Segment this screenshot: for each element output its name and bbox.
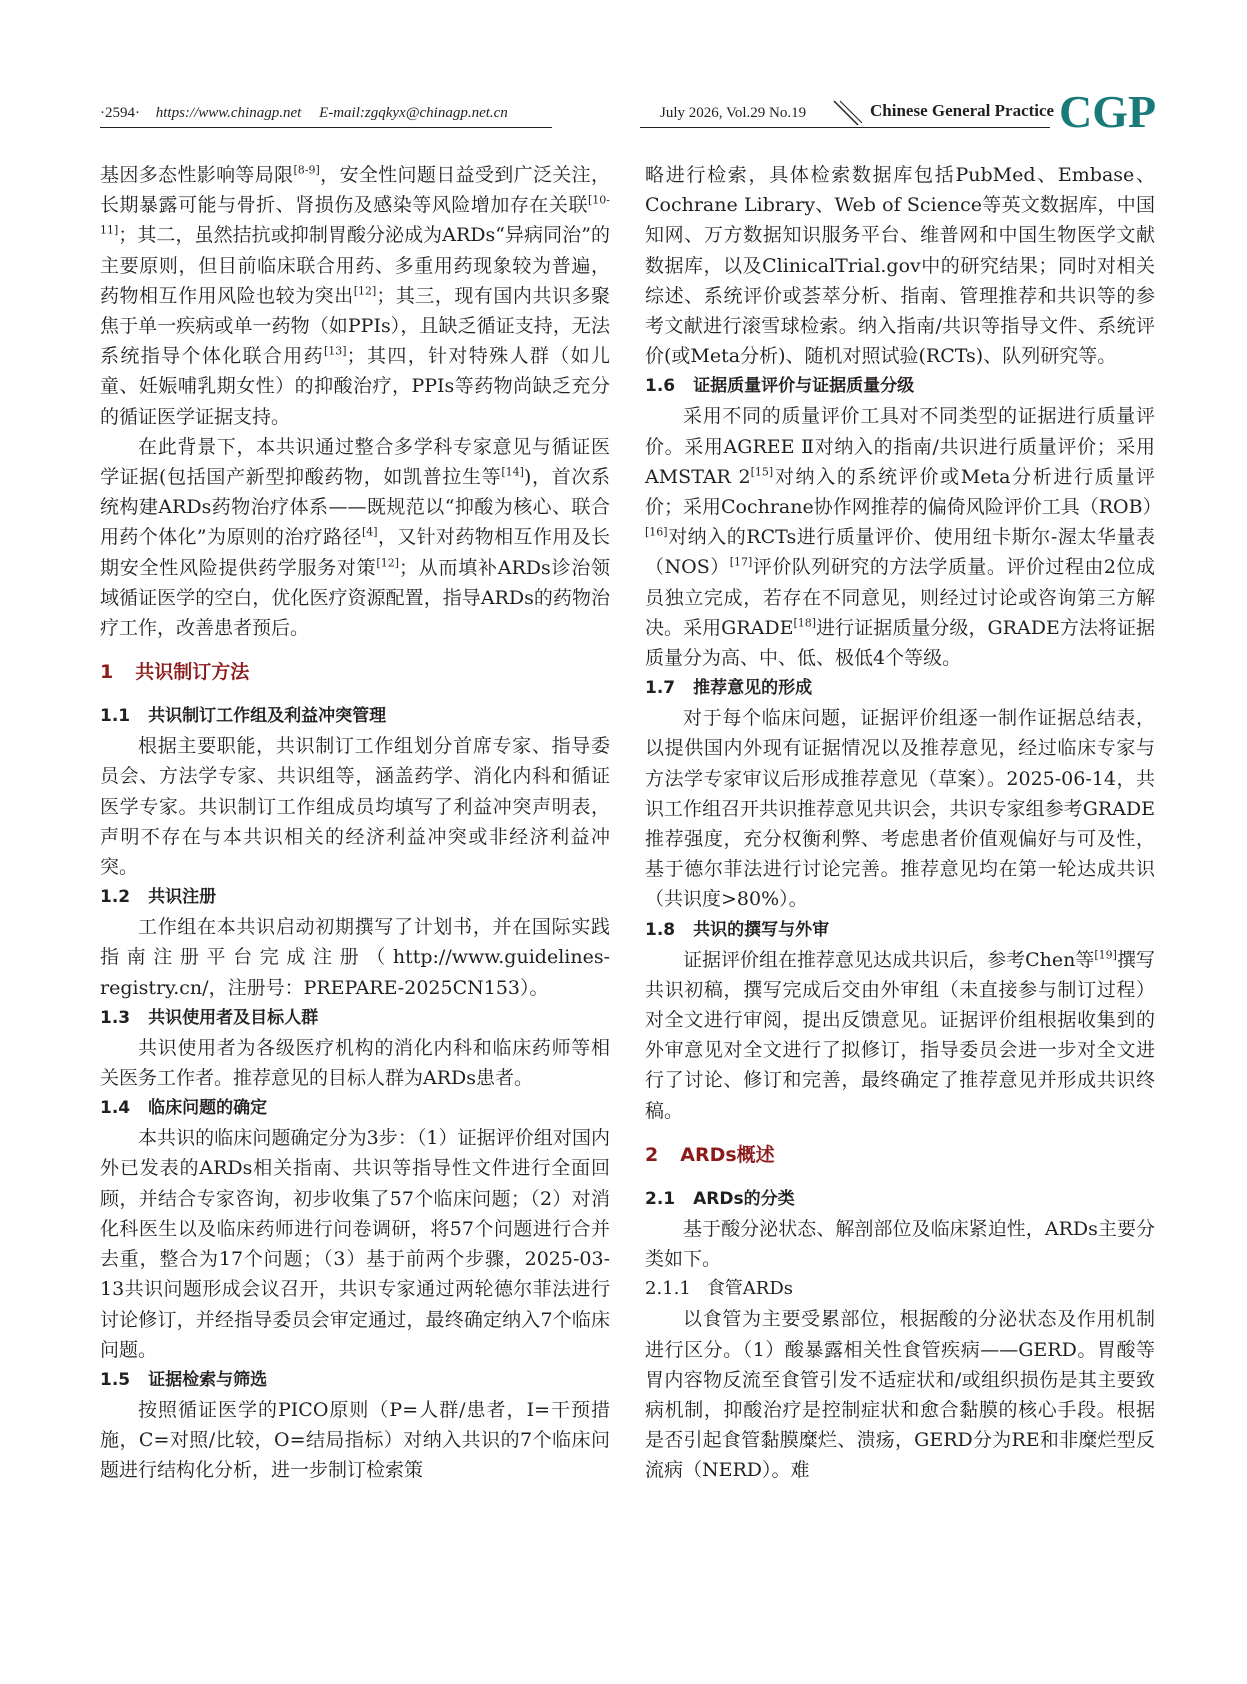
citation[interactable]: [12] xyxy=(353,284,377,298)
logo-text: CGP xyxy=(1059,87,1157,133)
journal-logo-icon xyxy=(1055,87,1165,133)
paragraph: 对于每个临床问题，证据评价组逐一制作证据总结表，以提供国内外现有证据情况以及推荐意见，经过临床专家与方法学专家审议后形成推荐意见（草案）。2025-06-14，共识工作组召开共识推荐意见共识会，共识专家组参考GRADE推荐强度，充分权衡利弊、考虑患者价值观偏好与可及性，基于德尔菲法进行讨论完善。推荐意见均在第一轮达成共识（共识度>80%）。 xyxy=(645,707,1155,911)
journal-name: Chinese General Practice xyxy=(870,101,1055,120)
paragraph: 本共识的临床问题确定分为3步：（1）证据评价组对国内外已发表的ARDs相关指南、共识等指导性文件进行全面回顾，并结合专家咨询，初步收集了57个临床问题；（2）对消化科医生以及临床药师进行问卷调研，将57个问题进行合并去重，整合为17个问题；（3）基于前两个步骤，2025-03-13共识问题形成会议召开，共识专家通过两轮德尔菲法进行讨论修订，并经指导委员会审定通过，最终确定纳入7个临床问题。 xyxy=(100,1127,610,1361)
issue-info: July 2026, Vol.29 No.19 xyxy=(660,105,807,121)
paragraph: 采用不同的质量评价工具对不同类型的证据进行质量评价。采用AGREE Ⅱ对纳入的指南/共识进行质量评价；采用AMSTAR 2[15]对纳入的系统评价或Meta分析进行质量评价；采用Cochrane协作网推荐的偏倚风险评价工具（ROB）[16]对纳入的RCTs进行质量评价、使用纽卡斯尔-渥太华量表（NOS）[17]评价队列研究的方法学质量。评价过程由2位成员独立完成，若存在不同意见，则经过讨论或咨询第三方解决。采用GRADE[18]进行证据质量分级，GRADE方法将证据质量分为高、中、低、极低4个等级。 xyxy=(645,405,1162,670)
paragraph: 工作组在本共识启动初期撰写了计划书，并在国际实践指南注册平台完成注册（http://www.guidelines-registry.cn/，注册号：PREPARE-2025CN153）。 xyxy=(100,916,610,999)
paragraph: 以食管为主要受累部位，根据酸的分泌状态及作用机制进行区分。（1）酸暴露相关性食管疾病——GERD。胃酸等胃内容物反流至食管引发不适症状和/或组织损伤是其主要致病机制，抑酸治疗是控制症状和愈合黏膜的核心手段。根据是否引起食管黏膜糜烂、溃疡，GERD分为RE和非糜烂型反流病（NERD）。难 xyxy=(645,1308,1155,1482)
subsection-heading: 1.1 共识制订工作组及利益冲突管理 xyxy=(100,706,387,727)
subsection-heading: 2.1 ARDs的分类 xyxy=(645,1188,795,1209)
citation[interactable]: [4] xyxy=(361,526,378,540)
paragraph: 共识使用者为各级医疗机构的消化内科和临床药师等相关医务工作者。推荐意见的目标人群为ARDs患者。 xyxy=(100,1036,610,1090)
subsection-heading: 1.4 临床问题的确定 xyxy=(100,1098,268,1119)
header-left-rule xyxy=(100,127,552,128)
paragraph: 按照循证医学的PICO原则（P=人群/患者，I=干预措施，C=对照/比较，O=结局指标）对纳入共识的7个临床问题进行结构化分析，进一步制订检索策 xyxy=(100,1398,610,1482)
left-column xyxy=(100,160,610,1486)
subsection-heading: 1.3 共识使用者及目标人群 xyxy=(100,1007,319,1028)
section-heading: 1 共识制订方法 xyxy=(100,661,250,684)
citation[interactable]: [18] xyxy=(793,616,817,630)
subsection-heading: 1.5 证据检索与筛选 xyxy=(100,1369,268,1390)
journal-email[interactable]: E-mail:zgqkyx@chinagp.net.cn xyxy=(319,105,508,121)
citation[interactable]: [17] xyxy=(729,556,753,570)
paragraph: 略进行检索，具体检索数据库包括PubMed、Embase、Cochrane Library、Web of Science等英文数据库，中国知网、万方数据知识服务平台、维普网和中国生物医学文献数据库，以及ClinicalTrial.gov中的研究结果；同时对相关综述、系统评价或荟萃分析、指南、管理推荐和共识等的参考文献进行滚雪球检索。纳入指南/共识等指导文件、系统评价(或Meta分析)、随机对照试验(RCTs)、队列研究等。 xyxy=(645,164,1155,368)
section-heading: 2 ARDs概述 xyxy=(645,1143,775,1166)
subsection-heading: 1.8 共识的撰写与外审 xyxy=(645,919,830,940)
page-header xyxy=(100,87,1157,135)
citation[interactable]: [13] xyxy=(324,344,347,358)
header-left xyxy=(100,105,508,122)
slash-decoration-icon xyxy=(832,99,862,127)
paragraph: 根据主要职能，共识制订工作组划分首席专家、指导委员会、方法学专家、共识组等，涵盖药学、消化内科和循证医学专家。共识制订工作组成员均填写了利益冲突声明表，声明不存在与本共识相关的经济利益冲突或非经济利益冲突。 xyxy=(100,735,610,879)
subsection-heading: 1.6 证据质量评价与证据质量分级 xyxy=(645,376,915,397)
subsection-heading: 1.2 共识注册 xyxy=(100,887,217,908)
subsubsection-heading: 2.1.1 食管ARDs xyxy=(645,1278,794,1300)
citation[interactable]: [8-9] xyxy=(293,163,320,177)
header-right-rule xyxy=(640,127,1050,128)
citation[interactable]: [19] xyxy=(1094,948,1117,962)
paragraph: 证据评价组在推荐意见达成共识后，参考Chen等[19]撰写共识初稿，撰写完成后交由外审组（未直接参与制订过程）对全文进行审阅，提出反馈意见。证据评价组根据收集到的外审意见对全文进行了拟修订，指导委员会进一步对全文进行了讨论、修订和完善，最终确定了推荐意见并形成共识终稿。 xyxy=(645,948,1155,1122)
citation[interactable]: [15] xyxy=(750,465,774,479)
page-number: ·2594· xyxy=(100,105,140,121)
journal-url[interactable]: https://www.chinagp.net xyxy=(155,105,302,121)
citation[interactable]: [12] xyxy=(376,556,400,570)
subsection-heading: 1.7 推荐意见的形成 xyxy=(645,678,813,699)
right-column xyxy=(645,160,1162,1486)
citation[interactable]: [14] xyxy=(501,465,524,479)
citation[interactable]: [16] xyxy=(645,525,668,539)
citation[interactable]: [10-11] xyxy=(100,193,610,238)
paragraph: 在此背景下，本共识通过整合多学科专家意见与循证医学证据(包括国产新型抑酸药物，如凯普拉生等[14])，首次系统构建ARDs药物治疗体系——既规范以“抑酸为核心、联合用药个体化”为原则的治疗路径[4]，又针对药物相互作用及长期安全性风险提供药学服务对策[12]；从而填补ARDs诊治领域循证医学的空白，优化医疗资源配置，指导ARDs的药物治疗工作，改善患者预后。 xyxy=(100,435,610,640)
paragraph: 基因多态性影响等局限[8-9]，安全性问题日益受到广泛关注，长期暴露可能与骨折、肾损伤及感染等风险增加存在关联[10-11]；其二，虽然拮抗或抑制胃酸分泌成为ARDs“异病同治”的主要原则，但目前临床联合用药、多重用药现象较为普遍，药物相互作用风险也较为突出[12]；其三，现有国内共识多聚焦于单一疾病或单一药物（如PPIs），且缺乏循证支持，无法系统指导个体化联合用药[13]；其四，针对特殊人群（如儿童、妊娠哺乳期女性）的抑酸治疗，PPIs等药物尚缺乏充分的循证医学证据支持。 xyxy=(100,163,610,428)
paragraph: 基于酸分泌状态、解剖部位及临床紧迫性，ARDs主要分类如下。 xyxy=(645,1217,1155,1271)
